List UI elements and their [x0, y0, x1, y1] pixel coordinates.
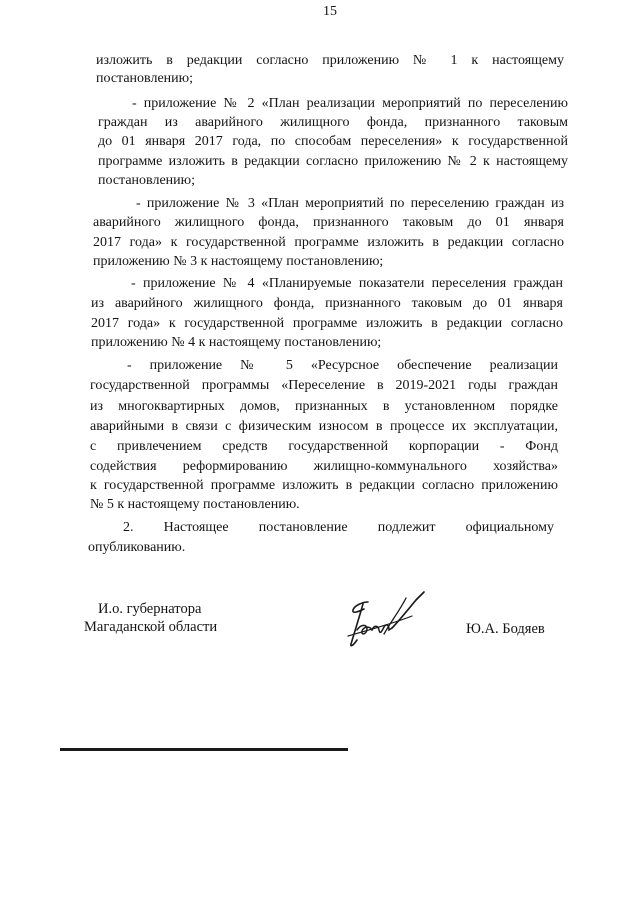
handwritten-signature: [340, 590, 432, 650]
signatory-position-line1: И.о. губернатора: [98, 601, 202, 617]
body-line: до 01 января 2017 года, по способам переселения» к государственной: [98, 134, 568, 149]
body-line: к государственной программе изложить в редакции согласно приложению: [90, 478, 558, 493]
body-line: из многоквартирных домов, признанных в установленном порядке: [90, 399, 558, 414]
body-line: с привлечением средств государственной корпорации - Фонд: [90, 439, 558, 454]
bottom-divider-line: [60, 748, 348, 751]
body-line: из аварийного жилищного фонда, признанного таковым до 01 января: [91, 296, 563, 311]
body-line: изложить в редакции согласно приложению № 1 к настоящему: [96, 53, 564, 68]
body-line: приложению № 3 к настоящему постановлению;: [93, 254, 384, 269]
body-line: 2. Настоящее постановление подлежит официальному: [123, 520, 554, 535]
signatory-name: Ю.А. Бодяев: [466, 621, 545, 637]
body-line: государственной программы «Переселение в 2019-2021 годы граждан: [90, 378, 558, 393]
body-line: № 5 к настоящему постановлению.: [90, 497, 300, 512]
body-line: аварийного жилищного фонда, признанного таковым до 01 января: [93, 215, 564, 230]
body-line: опубликованию.: [88, 540, 186, 555]
body-line: 2017 года» к государственной программе изложить в редакции согласно: [91, 316, 563, 331]
body-line: программе изложить в редакции согласно приложению № 2 к настоящему: [98, 154, 568, 169]
page-number: 15: [323, 4, 337, 19]
body-line: постановлению;: [96, 71, 194, 86]
body-line: - приложение № 5 «Ресурсное обеспечение реализации: [127, 358, 558, 373]
body-line: - приложение № 3 «План мероприятий по переселению граждан из: [136, 196, 564, 211]
body-line: граждан из аварийного жилищного фонда, признанного таковым: [98, 115, 568, 130]
body-line: постановлению;: [98, 173, 196, 188]
body-line: - приложение № 4 «Планируемые показатели переселения граждан: [131, 276, 563, 291]
body-line: аварийными в связи с физическим износом в процессе их эксплуатации,: [90, 419, 558, 434]
body-line: содействия реформированию жилищно-коммунального хозяйства»: [90, 459, 558, 474]
body-line: 2017 года» к государственной программе изложить в редакции согласно: [93, 235, 564, 250]
body-line: - приложение № 2 «План реализации мероприятий по переселению: [132, 96, 568, 111]
signatory-position-line2: Магаданской области: [84, 619, 218, 635]
body-line: приложению № 4 к настоящему постановлению;: [91, 335, 382, 350]
